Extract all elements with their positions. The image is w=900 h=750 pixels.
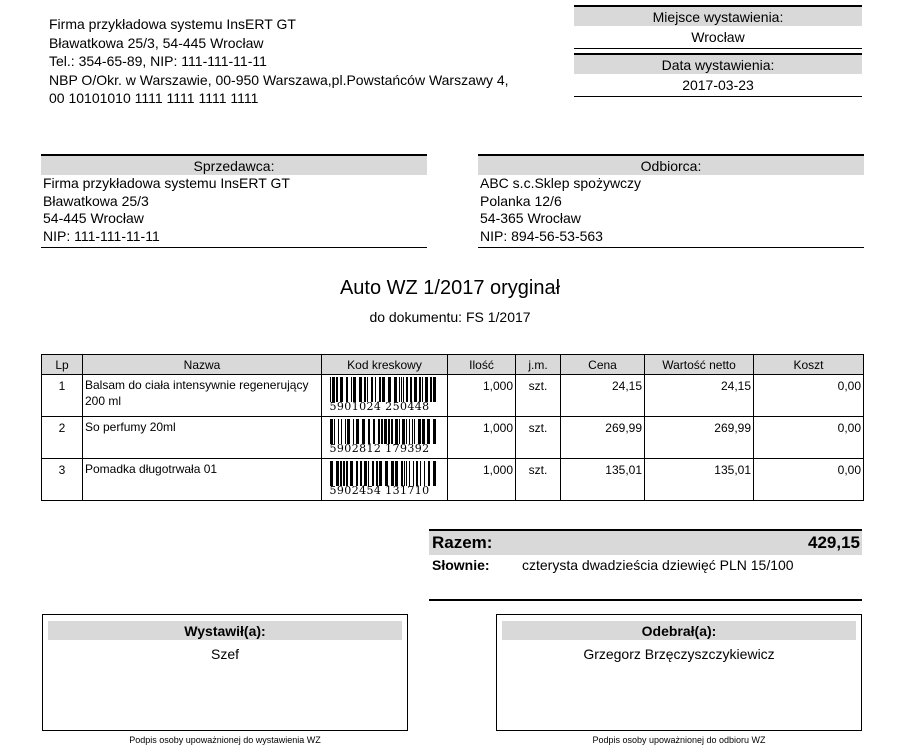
buyer-name: ABC s.c.Sklep spożywczy — [480, 175, 642, 191]
barcode-icon — [330, 419, 440, 444]
header-cost: Koszt — [754, 355, 864, 375]
cell-lp: 2 — [42, 417, 83, 459]
table-row — [42, 459, 864, 501]
barcode-number: 5902454 131710 — [329, 484, 430, 497]
header-price: Cena — [561, 355, 645, 375]
total-value: 429,15 — [808, 533, 860, 552]
totals-block — [429, 529, 862, 575]
issuer-address: Bławatkowa 25/3, 54-445 Wrocław — [49, 34, 264, 51]
table-row — [42, 375, 864, 417]
cell-name: So perfumy 20ml — [83, 417, 322, 459]
issued-by-box — [42, 614, 408, 731]
received-by-value: Grzegorz Brzęczyszczykiewicz — [583, 646, 775, 662]
words-label: Słownie: — [432, 557, 490, 573]
cell-net: 269,99 — [645, 417, 754, 459]
buyer-nip: NIP: 894-56-53-563 — [480, 227, 603, 244]
total-row — [429, 531, 862, 555]
header-qty: Ilość — [448, 355, 516, 375]
issuer-contact: Tel.: 354-65-89, NIP: 111-111-11-11 — [49, 53, 267, 70]
table-header-row — [42, 355, 864, 375]
amount-in-words-row — [429, 555, 862, 575]
cell-unit: szt. — [516, 459, 561, 501]
cell-unit: szt. — [516, 375, 561, 417]
header-barcode: Kod kreskowy — [322, 355, 448, 375]
cell-barcode — [322, 375, 448, 417]
cell-cost: 0,00 — [754, 375, 864, 417]
received-by-label: Odebrał(a): — [502, 621, 856, 640]
cell-name: Balsam do ciała intensywnie regenerujący 200 ml — [83, 375, 322, 417]
document-reference: do dokumentu: FS 1/2017 — [369, 309, 531, 325]
seller-city: 54-445 Wrocław — [43, 210, 144, 226]
cell-lp: 1 — [42, 375, 83, 417]
place-box — [574, 5, 862, 49]
seller-label: Sprzedawca: — [41, 156, 427, 175]
issued-by-label: Wystawił(a): — [48, 621, 402, 640]
cell-net: 135,01 — [645, 459, 754, 501]
cell-qty: 1,000 — [448, 417, 516, 459]
barcode-icon — [330, 461, 440, 486]
place-label: Miejsce wystawienia: — [574, 7, 862, 26]
issuer-block — [49, 15, 559, 108]
cell-barcode — [322, 417, 448, 459]
received-by-caption: Podpis osoby upoważnionej do odbioru WZ — [592, 735, 766, 745]
header-net: Wartość netto — [645, 355, 754, 375]
document-title: Auto WZ 1/2017 oryginał — [339, 277, 561, 299]
cell-price: 24,15 — [561, 375, 645, 417]
header-unit: j.m. — [516, 355, 561, 375]
issued-by-value: Szef — [210, 646, 239, 662]
issuer-name: Firma przykładowa systemu InsERT GT — [49, 16, 296, 32]
place-value: Wrocław — [691, 29, 745, 45]
cell-cost: 0,00 — [754, 459, 864, 501]
cell-name: Pomadka długotrwała 01 — [83, 459, 322, 501]
cell-barcode — [322, 459, 448, 501]
table-row — [42, 417, 864, 459]
barcode-number: 5901024 250448 — [329, 400, 430, 413]
cell-cost: 0,00 — [754, 417, 864, 459]
cell-qty: 1,000 — [448, 375, 516, 417]
buyer-street: Polanka 12/6 — [480, 192, 562, 209]
seller-box — [41, 154, 427, 248]
date-value: 2017-03-23 — [682, 77, 754, 93]
cell-price: 135,01 — [561, 459, 645, 501]
date-box — [574, 53, 862, 97]
words-value: czterysta dwadzieścia dziewięć PLN 15/100 — [522, 557, 794, 573]
seller-street: Bławatkowa 25/3 — [43, 192, 149, 209]
date-label: Data wystawienia: — [574, 55, 862, 74]
barcode-number: 5902812 179392 — [329, 442, 430, 455]
header-lp: Lp — [42, 355, 83, 375]
cell-price: 269,99 — [561, 417, 645, 459]
issuer-bank-line1: NBP O/Okr. w Warszawie, 00-950 Warszawa,pl.Powstańców Warszawy 4, — [49, 71, 509, 88]
cell-unit: szt. — [516, 417, 561, 459]
total-label: Razem: — [432, 533, 493, 552]
seller-nip: NIP: 111-111-11-11 — [43, 227, 160, 244]
issuer-bank-line2: 00 10101010 1111 1111 1111 1111 — [49, 90, 259, 107]
issued-by-caption: Podpis osoby upoważnionej do wystawienia WZ — [129, 735, 321, 745]
totals-divider — [429, 599, 862, 601]
seller-name: Firma przykładowa systemu InsERT GT — [43, 175, 290, 191]
buyer-city: 54-365 Wrocław — [480, 210, 581, 226]
items-table — [41, 354, 864, 501]
cell-net: 24,15 — [645, 375, 754, 417]
cell-lp: 3 — [42, 459, 83, 501]
received-by-box — [496, 614, 862, 731]
header-name: Nazwa — [83, 355, 322, 375]
buyer-box — [478, 154, 864, 248]
buyer-label: Odbiorca: — [478, 156, 864, 175]
barcode-icon — [330, 377, 440, 402]
cell-qty: 1,000 — [448, 459, 516, 501]
